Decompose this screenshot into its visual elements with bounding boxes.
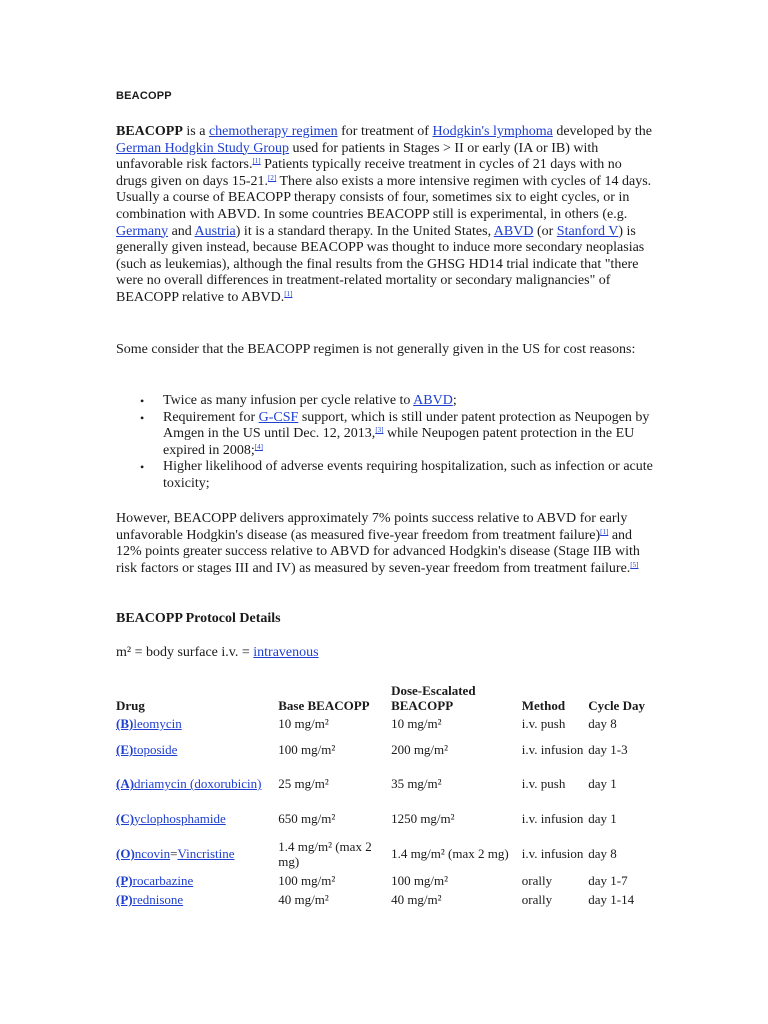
drug-cell xyxy=(116,714,278,733)
base-dose-cell: 1.4 mg/m² (max 2 mg) xyxy=(278,838,372,869)
link-g-csf[interactable]: G-CSF xyxy=(258,409,299,425)
drug-cell xyxy=(116,871,278,890)
drug-cell xyxy=(116,801,278,836)
drug-cell xyxy=(116,733,278,766)
cycle-day-cell: day 8 xyxy=(588,846,617,861)
ref-link-5[interactable]: [5] xyxy=(630,560,639,569)
document-heading: BEACOPP xyxy=(116,90,172,102)
escalated-dose-cell: 35 mg/m² xyxy=(391,776,442,791)
drug-link-cyclophosphamide[interactable]: (C)yclophosphamide xyxy=(116,811,226,826)
link-abvd-bullet[interactable]: ABVD xyxy=(413,393,453,408)
drug-link-procarbazine[interactable]: (P)rocarbazine xyxy=(116,873,194,888)
cycle-day-cell: day 1-3 xyxy=(588,742,628,757)
link-hodgkins-lymphoma[interactable]: Hodgkin's lymphoma xyxy=(432,124,553,139)
drug-link-bleomycin[interactable]: (B)leomycin xyxy=(116,716,182,731)
link-germany[interactable]: Germany xyxy=(116,223,169,239)
ref-link-1b[interactable]: [1] xyxy=(284,289,293,298)
drug-cell xyxy=(116,890,278,909)
ref-link-1[interactable]: [1] xyxy=(252,157,261,166)
escalated-dose-cell: 40 mg/m² xyxy=(391,892,442,907)
base-dose-cell: 650 mg/m² xyxy=(278,811,336,826)
intro-paragraph: BEACOPP is a chemotherapy regimen for treatment of Hodgkin's lymphoma developed by the German Hodgkin Study Group used for patients in Stages > II or early (IA or IB) with unfavorable risk factors.[1] Patients typically receive treatment in cycles of 21 days with no drugs given on days 15-21.[2] There also exists a more intensive regimen with cycles of 14 days. Usually a course of BEACOPP therapy consists of four, sometimes six to eight cycles, or in combination with ABVD. In some countries BEACOPP still is experimental, in others (e.g. Germany and Austria) it is a standard therapy. In the United States, ABVD (or Stanford V) is generally given instead, because BEACOPP was thought to induce more secondary neoplasias (such as leukemias), although the final results from the GHSG HD14 trial indicate that "there were no overall differences in treatment-related mortality or secondary malignancies" of BEACOPP relative to ABVD.[1] xyxy=(116,124,652,305)
section-title: BEACOPP Protocol Details xyxy=(116,611,281,626)
ref-link-3[interactable]: [3] xyxy=(375,426,384,435)
cycle-day-cell: day 1 xyxy=(588,811,617,826)
method-cell: i.v. infusion xyxy=(521,846,584,861)
base-dose-cell: 10 mg/m² xyxy=(278,716,329,731)
list-item: • Requirement for G-CSF support, which is still under patent protection as Neupogen by Amgen in the US until Dec. 12, 2013,[3] while Neupogen patent protection in the EU expired in 2008;[4] xyxy=(116,410,656,460)
drug-link-vincristine[interactable]: Vincristine xyxy=(177,846,235,861)
list-item: • Higher likelihood of adverse events requiring hospitalization, such as infection or acute toxicity; xyxy=(116,459,656,492)
link-german-hodgkin-study-group[interactable]: German Hodgkin Study Group xyxy=(116,140,290,156)
cycle-day-cell: day 8 xyxy=(588,716,617,731)
ref-link-2[interactable]: [2] xyxy=(268,173,277,182)
table-row xyxy=(116,890,656,909)
method-cell: i.v. push xyxy=(521,776,566,791)
outcomes-paragraph: However, BEACOPP delivers approximately 7% points success relative to ABVD for early unfavorable Hodgkin's disease (as measured five-year freedom from treatment failure)[1] and 12% points greater success relative to ABVD for advanced Hodgkin's disease (Stage IIB with risk factors or stages III and IV) as measured by seven-year freedom from treatment failure.[5] xyxy=(116,511,640,576)
col-header-cycle-day: Cycle Day xyxy=(588,698,645,713)
base-dose-cell: 100 mg/m² xyxy=(278,873,336,888)
units-note: m² = body surface i.v. = intravenous xyxy=(116,645,319,660)
escalated-dose-cell: 1250 mg/m² xyxy=(391,811,455,826)
method-cell: orally xyxy=(521,892,553,907)
link-abvd[interactable]: ABVD xyxy=(493,223,534,239)
table-row xyxy=(116,733,656,766)
table-row xyxy=(116,801,656,836)
drug-link-etoposide[interactable]: (E)toposide xyxy=(116,742,178,757)
col-header-escalated: Dose-Escalated BEACOPP xyxy=(391,683,476,713)
table-row xyxy=(116,714,656,733)
method-cell: i.v. push xyxy=(521,716,566,731)
link-stanford-v[interactable]: Stanford V xyxy=(556,223,619,239)
drug-link-oncovin[interactable]: (O)ncovin xyxy=(116,846,171,861)
col-header-drug: Drug xyxy=(116,698,145,713)
cost-reasons-list xyxy=(116,393,656,493)
method-cell: i.v. infusion xyxy=(521,742,584,757)
base-dose-cell: 40 mg/m² xyxy=(278,892,329,907)
term-beacopp: BEACOPP xyxy=(116,124,183,139)
escalated-dose-cell: 1.4 mg/m² (max 2 mg) xyxy=(391,846,509,861)
escalated-dose-cell: 10 mg/m² xyxy=(391,716,442,731)
col-header-method: Method xyxy=(521,698,566,713)
col-header-base: Base BEACOPP xyxy=(278,698,370,713)
escalated-dose-cell: 100 mg/m² xyxy=(391,873,449,888)
ref-link-4[interactable]: [4] xyxy=(254,442,263,451)
base-dose-cell: 25 mg/m² xyxy=(278,776,329,791)
base-dose-cell: 100 mg/m² xyxy=(278,742,336,757)
link-intravenous[interactable]: intravenous xyxy=(253,645,319,660)
cost-paragraph: Some consider that the BEACOPP regimen is not generally given in the US for cost reasons: xyxy=(116,342,636,357)
cycle-day-cell: day 1 xyxy=(588,776,617,791)
escalated-dose-cell: 200 mg/m² xyxy=(391,742,449,757)
table-row xyxy=(116,766,656,801)
drug-link-prednisone[interactable]: (P)rednisone xyxy=(116,892,184,907)
cycle-day-cell: day 1-7 xyxy=(588,873,628,888)
drug-cell: (O)ncovin=Vincristine xyxy=(116,846,235,861)
method-cell: i.v. infusion xyxy=(521,811,584,826)
drug-link-adriamycin[interactable]: (A)driamycin (doxorubicin) xyxy=(116,776,262,791)
cycle-day-cell: day 1-14 xyxy=(588,892,635,907)
ref-link-1c[interactable]: [1] xyxy=(600,527,609,536)
protocol-table xyxy=(116,678,656,909)
link-austria[interactable]: Austria xyxy=(194,223,236,239)
drug-cell xyxy=(116,766,278,801)
method-cell: orally xyxy=(521,873,553,888)
list-item: • Twice as many infusion per cycle relative to ABVD; xyxy=(116,393,656,410)
table-header-row xyxy=(116,678,656,714)
table-row xyxy=(116,836,656,871)
link-chemotherapy-regimen[interactable]: chemotherapy regimen xyxy=(208,124,338,139)
table-row xyxy=(116,871,656,890)
